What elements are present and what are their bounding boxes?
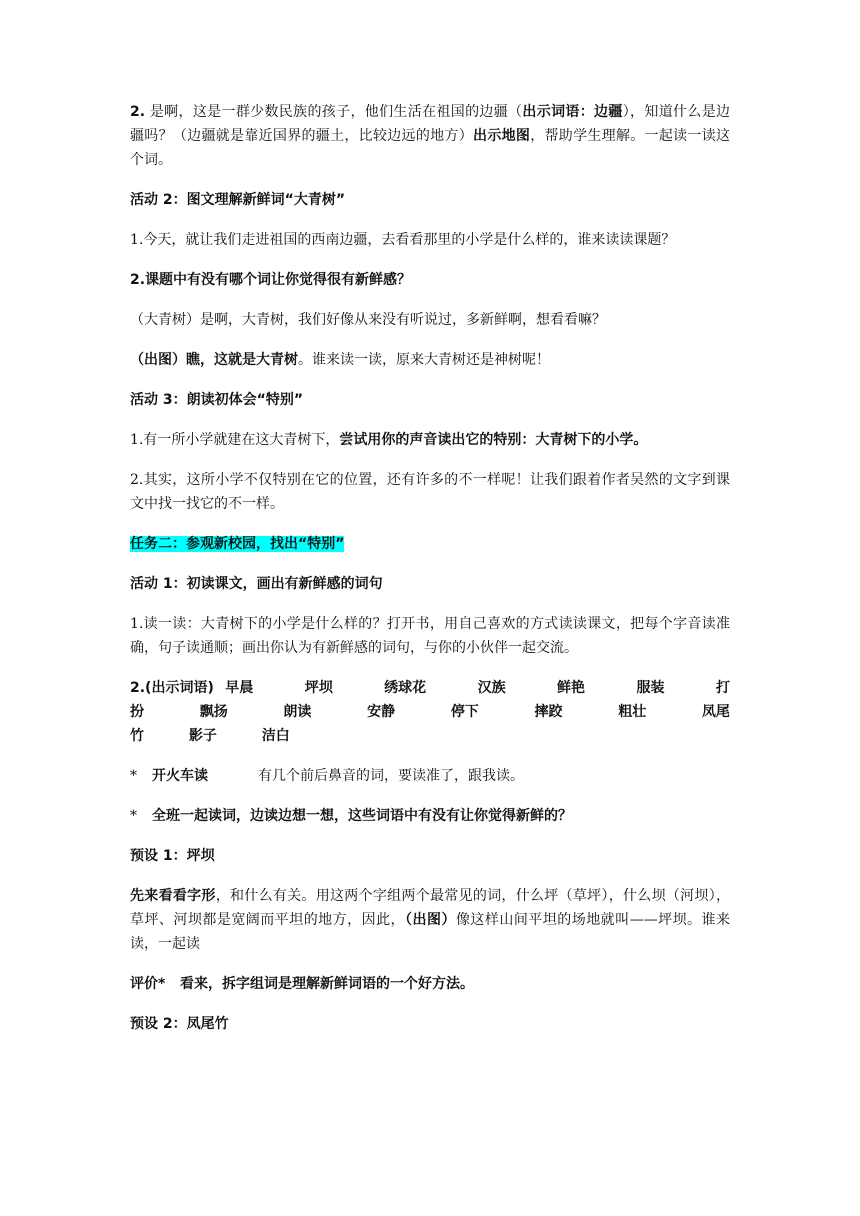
text-run: ，和什么有关。用这两个字组两个最常见的词，什么坪（草坪），什么坝（河坝），草坪、河坝都是宽阔而平坦的地方，因此， bbox=[130, 888, 731, 928]
activity-3-paragraph-2: 2.其实，这所小学不仅特别在它的位置，还有许多的不一样呢！让我们跟着作者吴然的文字到课文中找一找它的不一样。 bbox=[130, 472, 730, 512]
paragraph-border-intro bbox=[130, 100, 730, 172]
word-list-prefix: 2.(出示词语) bbox=[130, 680, 214, 696]
text-run: 。谁来读一读，原来大青树还是神树呢！ bbox=[298, 352, 550, 368]
activity-1-paragraph-1: 1.读一读：大青树下的小学是什么样的？打开书，用自己喜欢的方式读读课文，把每个字音读准确，句子读通顺；画出你认为有新鲜感的词句，与你的小伙伴一起交流。 bbox=[130, 616, 730, 656]
word: 洁白 bbox=[261, 728, 290, 744]
bold-run: 出示词语：边疆 bbox=[522, 104, 623, 120]
bold-run: 尝试用你的声音读出它的特别：大青树下的小学。 bbox=[339, 432, 648, 448]
word: 影子 bbox=[188, 728, 217, 744]
word-list bbox=[130, 676, 730, 748]
word: 扮 bbox=[130, 704, 144, 720]
bold-run: 出示地图 bbox=[473, 128, 531, 144]
task-2-heading bbox=[130, 532, 730, 556]
bold-run: （出图） bbox=[405, 912, 456, 928]
word: 安静 bbox=[367, 704, 396, 720]
activity-1-heading: 活动 1：初读课文，画出有新鲜感的词句 bbox=[130, 576, 383, 592]
highlighted-heading: 任务二：参观新校园，找出“特别” bbox=[130, 536, 345, 552]
evaluation-line: 评价* 看来，拆字组词是理解新鲜词语的一个好方法。 bbox=[130, 976, 474, 992]
star-item-1 bbox=[130, 764, 730, 788]
bold-run: 全班一起读词，边读边想一想，这些词语中有没有让你觉得新鲜的？ bbox=[152, 808, 572, 824]
activity-2-paragraph-4 bbox=[130, 348, 730, 372]
word-list-line-2 bbox=[130, 700, 730, 724]
bold-run: （出图）瞧，这就是大青树 bbox=[130, 352, 298, 368]
word: 凤尾 bbox=[701, 704, 730, 720]
word: 绣球花 bbox=[384, 680, 427, 696]
activity-3-heading: 活动 3：朗读初体会“特别” bbox=[130, 392, 304, 408]
text-run: 像这样山间平坦的场地就叫——坪坝。谁来读，一起读 bbox=[130, 912, 731, 952]
word: 坪坝 bbox=[304, 680, 333, 696]
text-run: ，帮助学生理解。一起读一读这个词。 bbox=[130, 128, 731, 168]
activity-2-paragraph-1: 1.今天，就让我们走进祖国的西南边疆，去看看那里的小学是什么样的，谁来读读课题？ bbox=[130, 232, 676, 248]
word: 打 bbox=[715, 680, 730, 696]
star-item-2 bbox=[130, 804, 730, 828]
preset-2-heading: 预设 2：凤尾竹 bbox=[130, 1016, 229, 1032]
activity-2-paragraph-3: （大青树）是啊，大青树，我们好像从来没有听说过，多新鲜啊，想看看嘛？ bbox=[130, 312, 606, 328]
text-run: 有几个前后鼻音的词，要读准了，跟我读。 bbox=[258, 768, 524, 784]
word: 竹 bbox=[130, 728, 144, 744]
word: 飘扬 bbox=[199, 704, 228, 720]
document-page bbox=[130, 100, 730, 1036]
word-list-line-1 bbox=[130, 676, 730, 700]
bullet-mark: * bbox=[130, 808, 137, 824]
text-run: 是啊，这是一群少数民族的孩子，他们生活在祖国的边疆（ bbox=[145, 104, 523, 120]
activity-2-heading: 活动 2：图文理解新鲜词“大青树” bbox=[130, 192, 346, 208]
preset-1-heading: 预设 1：坪坝 bbox=[130, 848, 215, 864]
word-list-line-3 bbox=[130, 724, 730, 748]
activity-3-paragraph-1 bbox=[130, 428, 730, 452]
activity-2-paragraph-2: 2.课题中有没有哪个词让你觉得很有新鲜感？ bbox=[130, 272, 412, 288]
preset-1-paragraph bbox=[130, 884, 730, 956]
bold-run: 开火车读 bbox=[152, 768, 208, 784]
word: 鲜艳 bbox=[557, 680, 586, 696]
bold-run: 先来看看字形 bbox=[130, 888, 216, 904]
word: 朗读 bbox=[283, 704, 312, 720]
word: 汉族 bbox=[477, 680, 506, 696]
item-number: 2. bbox=[130, 104, 146, 120]
word: 粗壮 bbox=[618, 704, 647, 720]
word: 早晨 bbox=[225, 680, 254, 696]
text-run: 1.有一所小学就建在这大青树下， bbox=[130, 432, 340, 448]
text-run: ），知道什么是边疆吗？（边疆就是靠近国界的疆土，比较边远的地方） bbox=[130, 104, 731, 144]
word: 服装 bbox=[636, 680, 665, 696]
word: 摔跤 bbox=[534, 704, 563, 720]
word: 停下 bbox=[450, 704, 479, 720]
bullet-mark: * bbox=[130, 768, 137, 784]
